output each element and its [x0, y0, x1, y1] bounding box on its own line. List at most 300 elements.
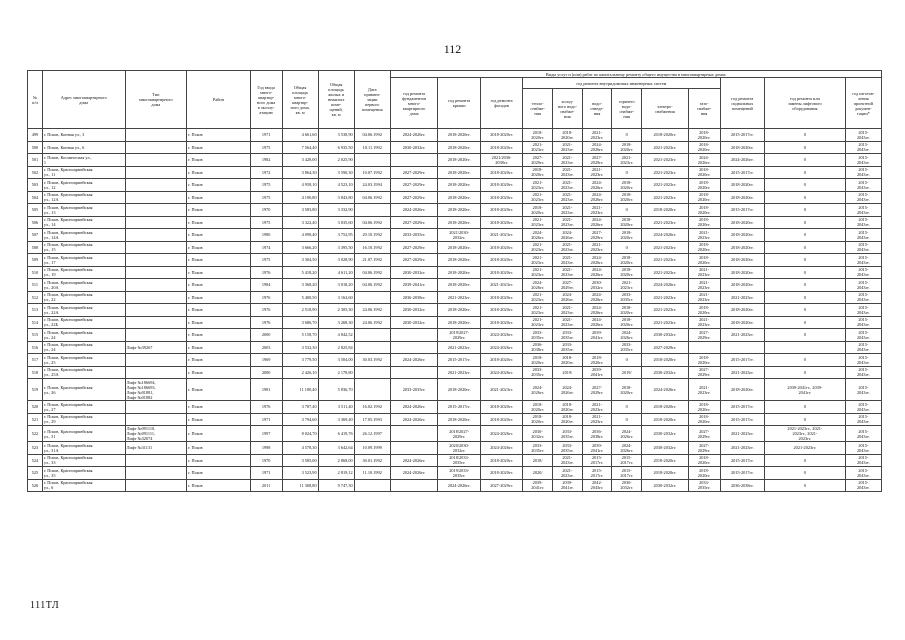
- sewer-cell: 2042- 2043гг.: [582, 479, 612, 492]
- hot-water-cell: 2024- 2026гг.: [612, 442, 642, 455]
- cold-water-cell: 2021- 2023гг.: [552, 166, 582, 179]
- total-area-cell: 4 661,60: [282, 129, 318, 142]
- year-cell: 1971: [250, 413, 282, 426]
- privatization-date-cell: [354, 341, 390, 354]
- address-cell: г. Псков, Красноармейская ул., 22: [42, 291, 125, 304]
- house-type-cell: [125, 291, 187, 304]
- house-type-cell: [125, 316, 187, 329]
- table-row: [28, 316, 882, 329]
- privatization-date-cell: 21.07.1992: [354, 254, 390, 267]
- privatization-date-cell: [354, 366, 390, 379]
- privatization-date-cell: 24.06.1992: [354, 316, 390, 329]
- elevator-cell: 0: [765, 279, 846, 292]
- hot-water-cell: 2018- 2020гг.: [612, 229, 642, 242]
- electric-cell: 2018-2020гг.: [642, 467, 689, 480]
- living-area-cell: 9 747,30: [318, 479, 354, 492]
- address-cell: г. Псков, Красноармейская ул., 24: [42, 341, 125, 354]
- year-cell: 1975: [250, 179, 282, 192]
- year-cell: 1971: [250, 467, 282, 480]
- cold-water-cell: 2039- 2041гг.: [552, 479, 582, 492]
- facade-cell: 2027-2029гг.: [480, 479, 522, 492]
- table-row: [28, 254, 882, 267]
- header-hot-water: горячего водо- снабже- ния: [612, 89, 642, 129]
- heat-cell: 2021- 2023гг.: [523, 241, 553, 254]
- privatization-date-cell: 04.06.1992: [354, 216, 390, 229]
- foundation-cell: 2024-2026гг.: [390, 467, 438, 480]
- gas-cell: 2018- 2020гг.: [688, 304, 720, 317]
- year-cell: 1976: [250, 291, 282, 304]
- roof-cell: 2018-2020гг.: [438, 191, 480, 204]
- basement-cell: 2015-2017гг.: [720, 204, 765, 217]
- hot-water-cell: 2019/: [612, 366, 642, 379]
- footer-label: 111ТЛ: [30, 600, 60, 611]
- district-cell: г. Псков: [187, 129, 251, 142]
- facade-cell: 2018-2020гг.: [480, 266, 522, 279]
- district-cell: г. Псков: [187, 379, 251, 401]
- foundation-cell: 2027-2029гг.: [390, 191, 438, 204]
- row-number: 509: [28, 254, 43, 267]
- hot-water-cell: 2018- 2020гг.: [612, 179, 642, 192]
- year-cell: 2000: [250, 329, 282, 342]
- design-cell: 2015- 2043гг.: [845, 279, 881, 292]
- cold-water-cell: 2021- 2023гг.: [552, 204, 582, 217]
- total-area-cell: 5 418,20: [282, 266, 318, 279]
- table-row: [28, 204, 882, 217]
- living-area-cell: 2 178,80: [318, 366, 354, 379]
- district-cell: г. Псков: [187, 216, 251, 229]
- roof-cell: 2020/2030- 2032гг.: [438, 442, 480, 455]
- row-number: 502: [28, 166, 43, 179]
- year-cell: 1972: [250, 166, 282, 179]
- basement-cell: 2018-2020гг.: [720, 266, 765, 279]
- district-cell: г. Псков: [187, 442, 251, 455]
- sewer-cell: 2024- 2026гг.: [582, 179, 612, 192]
- foundation-cell: 2027-2029гг.: [390, 241, 438, 254]
- roof-cell: 2021-2023гг.: [438, 341, 480, 354]
- gas-cell: 2018- 2020гг.: [688, 354, 720, 367]
- facade-cell: 2018-2020гг.: [480, 401, 522, 414]
- foundation-cell: 2024-2026гг.: [390, 354, 438, 367]
- table-row: [28, 354, 882, 367]
- header-electric: электро- снабжения: [642, 89, 689, 129]
- gas-cell: 2018- 2020гг.: [688, 204, 720, 217]
- living-area-cell: 3 538,90: [318, 129, 354, 142]
- gas-cell: 2027- 2029гг.: [688, 426, 720, 442]
- design-cell: 2015- 2043гг.: [845, 179, 881, 192]
- district-cell: г. Псков: [187, 179, 251, 192]
- table-row: [28, 479, 882, 492]
- address-cell: г. Псков, Красноармейская ул., 15: [42, 241, 125, 254]
- facade-cell: 2018-2020гг.: [480, 291, 522, 304]
- design-cell: 2015- 2043гг.: [845, 354, 881, 367]
- roof-cell: 2018-2020гг.: [438, 316, 480, 329]
- roof-cell: 2019/2033- 2035гг.: [438, 467, 480, 480]
- heat-cell: 2039- 2041гг.: [523, 479, 553, 492]
- design-cell: 2015- 2043гг.: [845, 316, 881, 329]
- header-address: Адрес многоквартирного дома: [42, 71, 125, 129]
- cold-water-cell: 2033- 2035гг.: [552, 341, 582, 354]
- cold-water-cell: 2021- 2023гг.: [552, 154, 582, 167]
- roof-cell: 2018-2020гг.: [438, 129, 480, 142]
- cold-water-cell: 2033- 2035гг.: [552, 442, 582, 455]
- gas-cell: 2021- 2023гг.: [688, 379, 720, 401]
- row-number: 513: [28, 304, 43, 317]
- header-design: год изготов- ления проектной докумен- тации*: [845, 78, 881, 129]
- gas-cell: 2018- 2020гг.: [688, 191, 720, 204]
- basement-cell: [720, 341, 765, 354]
- basement-cell: 2015-2017гг.: [720, 354, 765, 367]
- living-area-cell: 3 504,00: [318, 354, 354, 367]
- electric-cell: 2030-2032гг.: [642, 479, 689, 492]
- electric-cell: 2018-2020гг.: [642, 129, 689, 142]
- sewer-cell: 2036- 2038гг.: [582, 426, 612, 442]
- elevator-cell: 0: [765, 366, 846, 379]
- house-type-cell: Лифт №091110, Лифт №091111, Лифт №32074: [125, 426, 187, 442]
- row-number: 517: [28, 354, 43, 367]
- foundation-cell: 2024-2026гг.: [390, 129, 438, 142]
- basement-cell: 2018-2020гг.: [720, 379, 765, 401]
- table-row: [28, 304, 882, 317]
- foundation-cell: 2033-2035гг.: [390, 379, 438, 401]
- cold-water-cell: 2021- 2023гг.: [552, 304, 582, 317]
- design-cell: 2015- 2043гг.: [845, 291, 881, 304]
- heat-cell: 2018- 2020гг.: [523, 166, 553, 179]
- address-cell: г. Псков, Красноармейская ул., 25А: [42, 366, 125, 379]
- hot-water-cell: 2018- 2020гг.: [612, 216, 642, 229]
- elevator-cell: 0: [765, 141, 846, 154]
- table-row: [28, 279, 882, 292]
- foundation-cell: 2036-2038гг.: [390, 291, 438, 304]
- header-cold-water: холод- ного водо- снабже- ния: [552, 89, 582, 129]
- electric-cell: 2021-2023гг.: [642, 291, 689, 304]
- row-number: 512: [28, 291, 43, 304]
- living-area-cell: 4 523,10: [318, 179, 354, 192]
- row-number: 506: [28, 216, 43, 229]
- sewer-cell: 2021- 2023гг.: [582, 401, 612, 414]
- address-cell: г. Псков, Красноармейская ул., 6: [42, 479, 125, 492]
- foundation-cell: 2024-2026гг.: [390, 401, 438, 414]
- header-engineering-group: год ремонта внутридомовых инженерных систем: [523, 78, 720, 89]
- sewer-cell: 2027- 2029гг.: [582, 229, 612, 242]
- privatization-date-cell: 24.06.1992: [354, 304, 390, 317]
- hot-water-cell: 2024- 2026гг.: [612, 426, 642, 442]
- district-cell: г. Псков: [187, 366, 251, 379]
- address-cell: г. Псков, Красноармейская ул., 12: [42, 179, 125, 192]
- basement-cell: 2021-2023гг.: [720, 329, 765, 342]
- design-cell: 2015- 2043гг.: [845, 191, 881, 204]
- sewer-cell: 2021- 2023гг.: [582, 241, 612, 254]
- table-row: [28, 401, 882, 414]
- gas-cell: 2018- 2020гг.: [688, 241, 720, 254]
- living-area-cell: 3 590,30: [318, 166, 354, 179]
- cold-water-cell: 2021- 2023гг.: [552, 316, 582, 329]
- year-cell: 1982: [250, 154, 282, 167]
- roof-cell: 2018-2020гг.: [438, 279, 480, 292]
- elevator-cell: 0: [765, 329, 846, 342]
- electric-cell: 2021-2023гг.: [642, 216, 689, 229]
- header-total-area: Общая площадь много- квартир- ного дома, кв. м: [282, 71, 318, 129]
- cold-water-cell: 2021- 2023гг.: [552, 454, 582, 467]
- living-area-cell: 3 395,50: [318, 241, 354, 254]
- header-elevator: год ремонта или замены лифтового оборудования: [765, 78, 846, 129]
- living-area-cell: 3 028,90: [318, 254, 354, 267]
- basement-cell: 2015-2017гг.: [720, 413, 765, 426]
- elevator-cell: 0: [765, 291, 846, 304]
- elevator-cell: 2021-2023гг.: [765, 442, 846, 455]
- design-cell: 2015- 2043гг.: [845, 254, 881, 267]
- row-number: 503: [28, 179, 43, 192]
- living-area-cell: 6 419,76: [318, 426, 354, 442]
- foundation-cell: 2027-2029гг.: [390, 216, 438, 229]
- table-header: [28, 71, 882, 129]
- house-type-cell: [125, 229, 187, 242]
- gas-cell: 2021- 2023гг.: [688, 229, 720, 242]
- row-number: 499: [28, 129, 43, 142]
- elevator-cell: 0: [765, 413, 846, 426]
- roof-cell: 2018-2020гг.: [438, 204, 480, 217]
- total-area-cell: 3 686,70: [282, 316, 318, 329]
- district-cell: г. Псков: [187, 467, 251, 480]
- total-area-cell: 3 583,80: [282, 204, 318, 217]
- roof-cell: 2024-2026гг.: [438, 479, 480, 492]
- total-area-cell: 3 864,30: [282, 166, 318, 179]
- house-type-cell: [125, 216, 187, 229]
- electric-cell: 2021-2023гг.: [642, 266, 689, 279]
- year-cell: 1976: [250, 266, 282, 279]
- heat-cell: 2030- 2032гг.: [523, 426, 553, 442]
- header-privatization: Дата привати- зации первого помещения: [354, 71, 390, 129]
- row-number: 501: [28, 154, 43, 167]
- hot-water-cell: 0: [612, 129, 642, 142]
- heat-cell: 2021- 2023гг.: [523, 316, 553, 329]
- table-row: [28, 166, 882, 179]
- gas-cell: 2018- 2020гг.: [688, 141, 720, 154]
- design-cell: 2015- 2043гг.: [845, 166, 881, 179]
- elevator-cell: 0: [765, 216, 846, 229]
- living-area-cell: 3 642,64: [318, 442, 354, 455]
- hot-water-cell: 2018- 2020гг.: [612, 304, 642, 317]
- table-row: [28, 366, 882, 379]
- basement-cell: 2018-2020гг.: [720, 316, 765, 329]
- heat-cell: 2021- 2023гг.: [523, 266, 553, 279]
- page-number: 112: [443, 42, 462, 56]
- basement-cell: 2024-2026гг.: [720, 154, 765, 167]
- row-number: 520: [28, 401, 43, 414]
- total-area-cell: 4 578,30: [282, 442, 318, 455]
- hot-water-cell: 2018- 2020гг.: [612, 316, 642, 329]
- cold-water-cell: 2021- 2023гг.: [552, 266, 582, 279]
- house-type-cell: [125, 241, 187, 254]
- privatization-date-cell: 04.06.1992: [354, 266, 390, 279]
- sewer-cell: 2024- 2026гг.: [582, 141, 612, 154]
- sewer-cell: [582, 341, 612, 354]
- house-type-cell: Лифт №39267: [125, 341, 187, 354]
- house-type-cell: [125, 304, 187, 317]
- foundation-cell: 2024-2026гг.: [390, 413, 438, 426]
- facade-cell: 2024-2026гг.: [480, 442, 522, 455]
- privatization-date-cell: 10.07.1992: [354, 166, 390, 179]
- cold-water-cell: 2021- 2023гг.: [552, 467, 582, 480]
- total-area-cell: 2 518,90: [282, 304, 318, 317]
- privatization-date-cell: 17.05.1993: [354, 413, 390, 426]
- roof-cell: 2019/2027- 2029гг.: [438, 329, 480, 342]
- heat-cell: 2033- 2035гг.: [523, 442, 553, 455]
- house-type-cell: [125, 254, 187, 267]
- electric-cell: 2018-2020гг.: [642, 413, 689, 426]
- roof-cell: 2021/2030- 2032гг.: [438, 229, 480, 242]
- foundation-cell: 2027-2029гг.: [390, 166, 438, 179]
- total-area-cell: 3 532,30: [282, 341, 318, 354]
- district-cell: г. Псков: [187, 279, 251, 292]
- design-cell: 2015- 2043гг.: [845, 329, 881, 342]
- year-cell: 1974: [250, 241, 282, 254]
- total-area-cell: 8 024,70: [282, 426, 318, 442]
- district-cell: г. Псков: [187, 304, 251, 317]
- facade-cell: 2018-2020гг.: [480, 216, 522, 229]
- address-cell: г. Псков, Красноармейская ул., 27: [42, 401, 125, 414]
- year-cell: 1971: [250, 129, 282, 142]
- sewer-cell: 2024- 2026гг.: [582, 254, 612, 267]
- foundation-cell: [390, 426, 438, 442]
- sewer-cell: 2039- 2041гг.: [582, 329, 612, 342]
- table-row: [28, 291, 882, 304]
- hot-water-cell: 2015- 2017гг.: [612, 454, 642, 467]
- gas-cell: 2027- 2029гг.: [688, 366, 720, 379]
- row-number: 514: [28, 316, 43, 329]
- design-cell: 2015- 2043гг.: [845, 341, 881, 354]
- electric-cell: 2021-2023гг.: [642, 304, 689, 317]
- living-area-cell: 2 825,84: [318, 341, 354, 354]
- facade-cell: 2018-2020гг.: [480, 354, 522, 367]
- cold-water-cell: 2033- 2035гг.: [552, 426, 582, 442]
- facade-cell: 2018-2020гг.: [480, 179, 522, 192]
- row-number: 518: [28, 366, 43, 379]
- heat-cell: 2018- 2020гг.: [523, 413, 553, 426]
- table-row: [28, 454, 882, 467]
- facade-cell: 2018-2020гг.: [480, 304, 522, 317]
- roof-cell: 2018-2020гг.: [438, 254, 480, 267]
- district-cell: г. Псков: [187, 154, 251, 167]
- heat-cell: 2033- 2035гг.: [523, 329, 553, 342]
- row-number: 521: [28, 413, 43, 426]
- cold-water-cell: 2024- 2026гг.: [552, 229, 582, 242]
- district-cell: г. Псков: [187, 254, 251, 267]
- electric-cell: 2021-2023гг.: [642, 141, 689, 154]
- gas-cell: 2018- 2020гг.: [688, 254, 720, 267]
- basement-cell: 2018-2020гг.: [720, 141, 765, 154]
- privatization-date-cell: [354, 379, 390, 401]
- row-number: 500: [28, 141, 43, 154]
- district-cell: г. Псков: [187, 454, 251, 467]
- table-row: [28, 413, 882, 426]
- facade-cell: 2021/2036- 2038гг.: [480, 154, 522, 167]
- sewer-cell: 2021- 2023гг.: [582, 166, 612, 179]
- district-cell: г. Псков: [187, 329, 251, 342]
- year-cell: 1969: [250, 354, 282, 367]
- design-cell: 2015- 2043гг.: [845, 229, 881, 242]
- table-row: [28, 241, 882, 254]
- living-area-cell: 3 332,90: [318, 204, 354, 217]
- facade-cell: 2018-2020гг.: [480, 191, 522, 204]
- district-cell: г. Псков: [187, 316, 251, 329]
- year-cell: 1976: [250, 401, 282, 414]
- elevator-cell: 0: [765, 154, 846, 167]
- facade-cell: 2024-2026гг.: [480, 341, 522, 354]
- heat-cell: 2018- 2020гг.: [523, 401, 553, 414]
- gas-cell: 2021- 2023гг.: [688, 291, 720, 304]
- heat-cell: 2021- 2023гг.: [523, 254, 553, 267]
- table-row: [28, 467, 882, 480]
- electric-cell: 2024-2026гг.: [642, 379, 689, 401]
- table-row: [28, 379, 882, 401]
- heat-cell: 2033- 2035гг.: [523, 366, 553, 379]
- living-area-cell: 3 752,95: [318, 229, 354, 242]
- house-type-cell: [125, 204, 187, 217]
- living-area-cell: 3 843,80: [318, 191, 354, 204]
- cold-water-cell: 2024- 2026гг.: [552, 379, 582, 401]
- heat-cell: 2036- 2038гг.: [523, 341, 553, 354]
- elevator-cell: [765, 341, 846, 354]
- roof-cell: 2018-2020гг.: [438, 379, 480, 401]
- heat-cell: 2021- 2023гг.: [523, 191, 553, 204]
- district-cell: г. Псков: [187, 241, 251, 254]
- header-works-group: Виды услуг и (или) работ по капитальному ремонту общего имущества в многоквартирных домах: [390, 71, 881, 78]
- roof-cell: 2018-2020гг.: [438, 179, 480, 192]
- row-number: 515: [28, 329, 43, 342]
- basement-cell: 2018-2020гг.: [720, 279, 765, 292]
- header-living-area: Общая площадь жилых и нежилых поме- щений, кв. м: [318, 71, 354, 129]
- electric-cell: 2021-2023гг.: [642, 179, 689, 192]
- house-type-cell: [125, 401, 187, 414]
- house-type-cell: [125, 141, 187, 154]
- cold-water-cell: 2019/: [552, 366, 582, 379]
- row-number: 519: [28, 379, 43, 401]
- cold-water-cell: 2018- 2020гг.: [552, 129, 582, 142]
- district-cell: г. Псков: [187, 141, 251, 154]
- electric-cell: 2027-2029гг.: [642, 341, 689, 354]
- address-cell: г. Псков, Красноармейская ул., 22Б: [42, 316, 125, 329]
- foundation-cell: [390, 329, 438, 342]
- elevator-cell: 0: [765, 266, 846, 279]
- year-cell: 2003: [250, 341, 282, 354]
- living-area-cell: 2 025,90: [318, 154, 354, 167]
- district-cell: г. Псков: [187, 229, 251, 242]
- living-area-cell: 4 611,20: [318, 266, 354, 279]
- address-cell: г. Псков, Конная ул., 6: [42, 141, 125, 154]
- facade-cell: 2018-2020гг.: [480, 254, 522, 267]
- gas-cell: 2027- 2029гг.: [688, 329, 720, 342]
- hot-water-cell: 0: [612, 354, 642, 367]
- cold-water-cell: 2033- 2035гг.: [552, 329, 582, 342]
- table-row: [28, 179, 882, 192]
- total-area-cell: 5 158,70: [282, 329, 318, 342]
- gas-cell: 2027- 2029гг.: [688, 442, 720, 455]
- design-cell: 2015- 2043гг.: [845, 216, 881, 229]
- capital-repair-table-wrapper: [27, 70, 882, 492]
- gas-cell: 2018- 2020гг.: [688, 401, 720, 414]
- roof-cell: 2015-2017гг.: [438, 401, 480, 414]
- total-area-cell: 3 794,60: [282, 413, 318, 426]
- cold-water-cell: 2021- 2023гг.: [552, 216, 582, 229]
- foundation-cell: 2027-2029гг.: [390, 179, 438, 192]
- roof-cell: 2018-2020гг.: [438, 241, 480, 254]
- basement-cell: 2015-2017гг.: [720, 467, 765, 480]
- year-cell: 1975: [250, 254, 282, 267]
- table-row: [28, 191, 882, 204]
- sewer-cell: 2018- 2020гг.: [582, 354, 612, 367]
- sewer-cell: 2039- 2041гг.: [582, 442, 612, 455]
- gas-cell: 2021- 2023гг.: [688, 266, 720, 279]
